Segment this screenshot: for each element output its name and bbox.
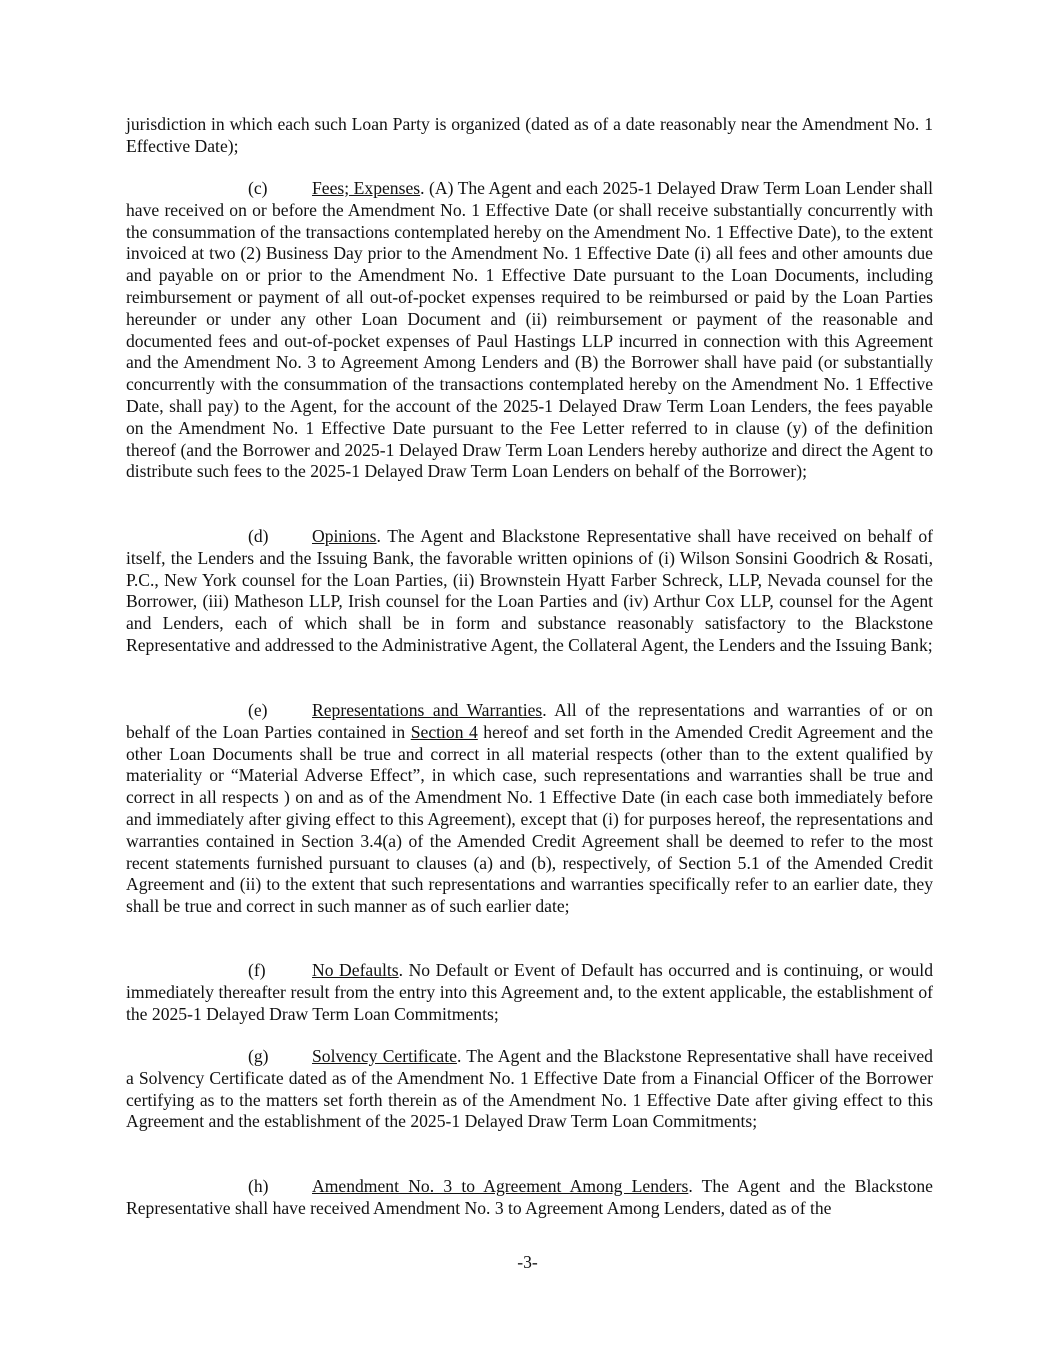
section-heading: Amendment No. 3 to Agreement Among Lenders xyxy=(312,1176,689,1196)
section-body: . (A) The Agent and each 2025-1 Delayed Draw Term Loan Lender shall have received on or before the Amendment No. 1 Effective Date (or shall receive substantially concurrently with the consummation of the transactions contemplated hereby on the Amendment No. 1 Effective Date), to the extent invoiced at two (2) Business Day prior to the Amendment No. 1 Effective Date (i) all fees and other amounts due and payable on or prior to the Amendment No. 1 Effective Date pursuant to the Loan Documents, including reimbursement or payment of all out-of-pocket expenses required to be reimbursed or paid by the Loan Parties hereunder or under any other Loan Document and (ii) reimbursement or payment of the reasonable and documented fees and out-of-pocket expenses of Paul Hastings LLP incurred in connection with this Agreement and the Amendment No. 3 to Agreement Among Lenders and (B) the Borrower shall have paid (or substantially concurrently with the consummation of the transactions contemplated hereby on the Amendment No. 1 Effective Date, shall pay) to the Agent, for the account of the 2025-1 Delayed Draw Term Loan Lenders, the fees payable on the Amendment No. 1 Effective Date pursuant to the Fee Letter referred to in clause (y) of the definition thereof (and the Borrower and 2025-1 Delayed Draw Term Loan Lenders hereby authorize and direct the Agent to distribute such fees to the 2025-1 Delayed Draw Term Loan Lenders on behalf of the Borrower); xyxy=(126,178,933,482)
section-body-part2: hereof and set forth in the Amended Credit Agreement and the other Loan Documents shall be true and correct in all material respects (other than to the extent qualified by materiality or “Material Adverse Effect”, in which case, such representations and warranties shall be true and correct in all respects ) on and as of the Amendment No. 1 Effective Date (in each case both immediately before and immediately after giving effect to this Agreement), except that (i) for purposes hereof, the representations and warranties contained in Section 3.4(a) of the Amended Credit Agreement shall be deemed to refer to the most recent statements furnished pursuant to clauses (a) and (b), respectively, of Section 5.1 of the Amended Credit Agreement and (ii) to the extent that such representations and warranties specifically refer to an earlier date, they shall be true and correct in such manner as of such earlier date; xyxy=(126,721,934,917)
section-label: (c) xyxy=(248,178,268,198)
section-body: . The Agent and the Blackstone Representative shall have received Amendment No. 3 to Agreement Among Lenders, dated as of the xyxy=(126,1176,933,1218)
section-h-paragraph xyxy=(126,1176,933,1220)
section-body: . The Agent and the Blackstone Representative shall have received a Solvency Certificate dated as of the Amendment No. 1 Effective Date from a Financial Officer of the Borrower certifying as to the matters set forth therein as of the Amendment No. 1 Effective Date after giving effect to this Agreement and the establishment of the 2025-1 Delayed Draw Term Loan Commitments; xyxy=(126,1046,933,1132)
section-label: (h) xyxy=(248,1176,269,1196)
section-label: (e) xyxy=(248,700,268,720)
page-number: -3- xyxy=(517,1252,538,1272)
section-heading: Fees; Expenses xyxy=(312,178,421,198)
section-heading: Representations and Warranties xyxy=(312,700,543,720)
section-body: . No Default or Event of Default has occurred and is continuing, or would immediately thereafter result from the entry into this Agreement and, to the extent applicable, the establishment of the 2025-1 Delayed Draw Term Loan Commitments; xyxy=(126,960,933,1024)
section-f-paragraph xyxy=(126,960,933,1025)
section-body-part1: . All of the representations and warranties of or on behalf of the Loan Parties contained in xyxy=(126,700,933,742)
section-g-paragraph xyxy=(126,1046,933,1133)
section-heading: Opinions xyxy=(312,526,377,546)
section-label: (f) xyxy=(248,960,266,980)
continuation-paragraph: jurisdiction in which each such Loan Party is organized (dated as of a date reasonably near the Amendment No. 1 Effective Date); xyxy=(126,114,933,156)
section-heading: Solvency Certificate xyxy=(312,1046,457,1066)
section-d-paragraph xyxy=(126,526,933,657)
section-label: (g) xyxy=(248,1046,269,1066)
section-e-paragraph xyxy=(126,700,933,918)
section-body: . The Agent and Blackstone Representative shall have received on behalf of itself, the Lenders and the Issuing Bank, the favorable written opinions of (i) Wilson Sonsini Goodrich & Rosati, P.C., New York counsel for the Loan Parties, (ii) Brownstein Hyatt Farber Schreck, LLP, Nevada counsel for the Borrower, (iii) Matheson LLP, Irish counsel for the Loan Parties and (iv) Arthur Cox LLP, counsel for the Agent and Lenders, each of which shall be in form and substance reasonably satisfactory to the Blackstone Representative and addressed to the Administrative Agent, the Collateral Agent, the Lenders and the Issuing Bank; xyxy=(126,526,933,655)
section-c-paragraph xyxy=(126,178,933,483)
section-heading: No Defaults xyxy=(312,960,399,980)
section-label: (d) xyxy=(248,526,269,546)
section-4-reference: Section 4 xyxy=(410,721,478,742)
